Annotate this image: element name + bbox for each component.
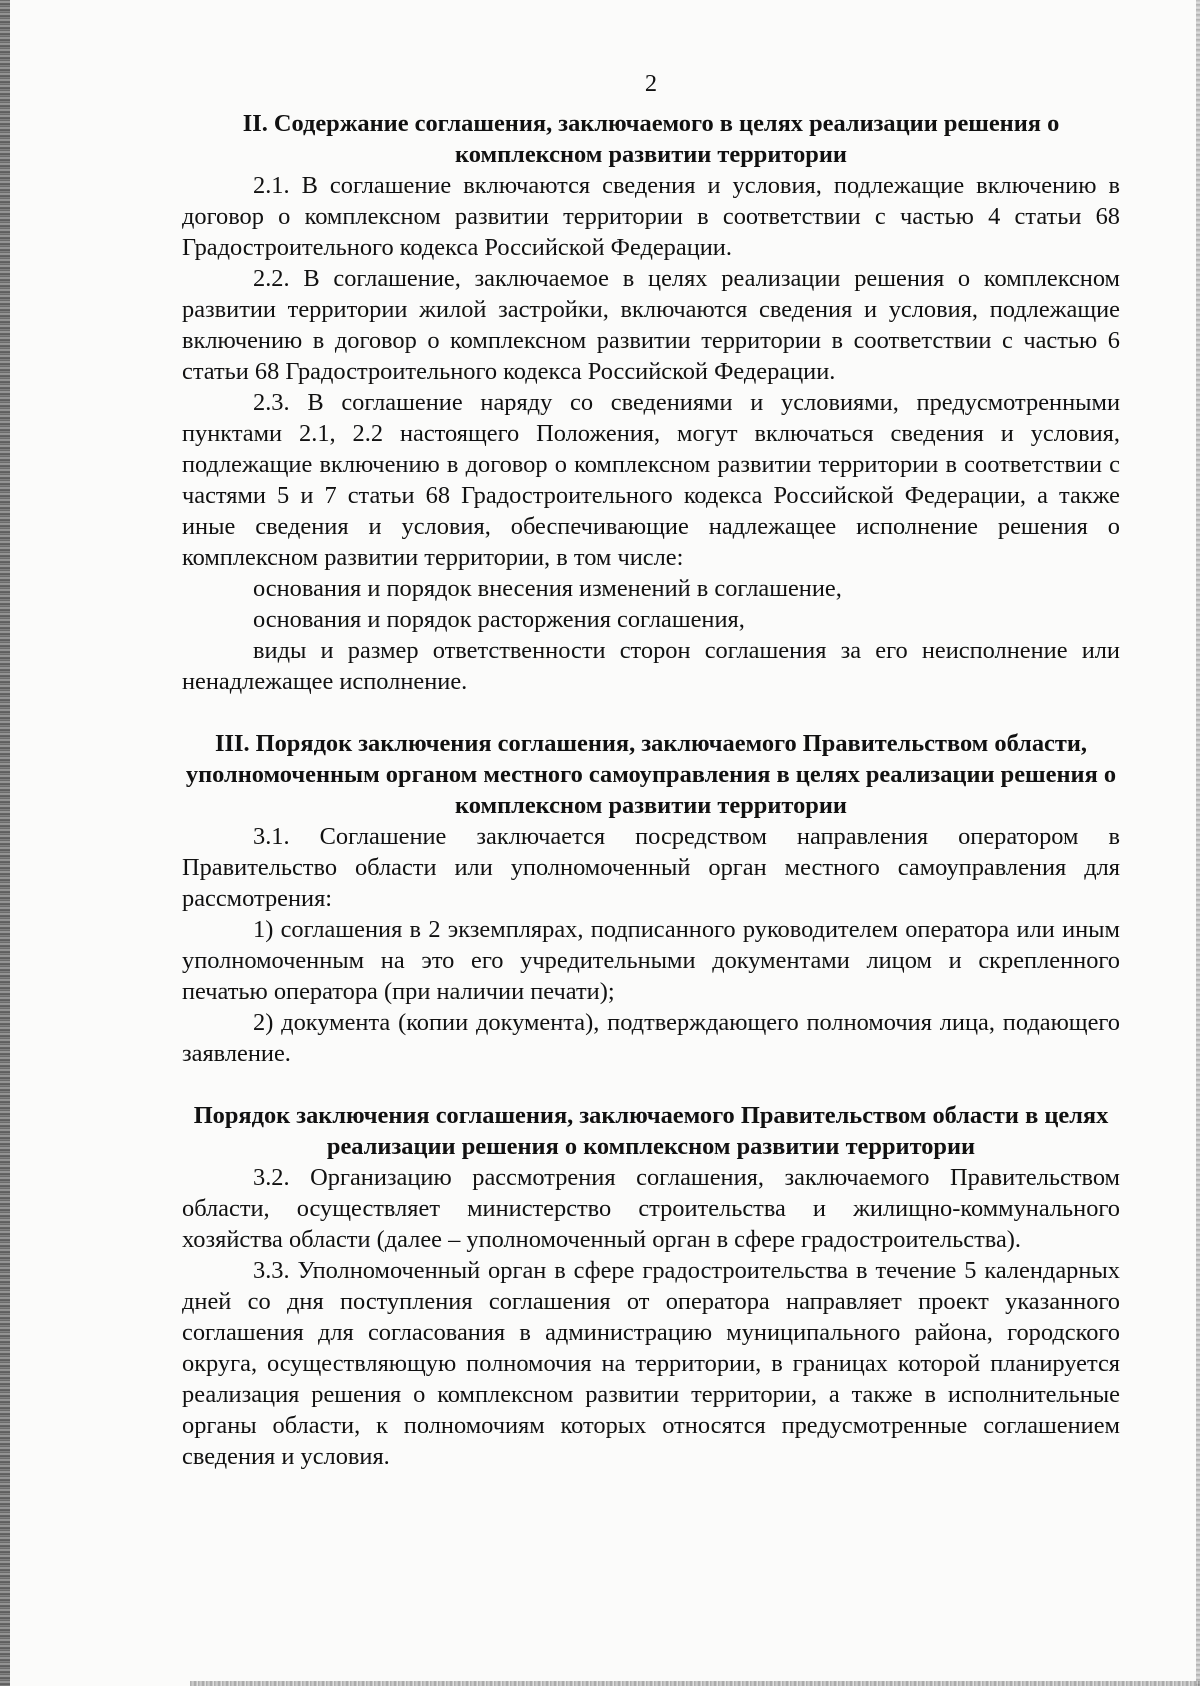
- subsection-heading: Порядок заключения соглашения, заключаемого Правительством области в целях реализации решения о комплексном развитии территории: [193, 1102, 1109, 1160]
- section-3: [182, 728, 1120, 1069]
- scan-left-edge: [0, 0, 10, 1686]
- paragraph-3-3: 3.3. Уполномоченный орган в сфере градостроительства в течение 5 календарных дней со дня поступления соглашения от оператора направляет проект указанного соглашения для согласования в администрацию муниципального района, городского округа, осуществляющую полномочия на территории, в границах которой планируется реализация решения о комплексном развитии территории, а также в исполнительные органы области, к полномочиям которых относятся предусмотренные соглашением сведения и условия.: [182, 1257, 1120, 1470]
- list-item: 2) документа (копии документа), подтверждающего полномочия лица, подающего заявление.: [182, 1009, 1120, 1067]
- section-2: [182, 108, 1120, 697]
- list-item: основания и порядок расторжения соглашения,: [253, 606, 745, 633]
- paragraph-3-1: 3.1. Соглашение заключается посредством направления оператором в Правительство области или уполномоченный орган местного самоуправления для рассмотрения:: [182, 823, 1120, 912]
- list-item: 1) соглашения в 2 экземплярах, подписанного руководителем оператора или иным уполномоченным на это его учредительными документами лицом и скрепленного печатью оператора (при наличии печати);: [182, 916, 1120, 1005]
- list-item: основания и порядок внесения изменений в соглашение,: [253, 575, 842, 602]
- subsection-government: [182, 1100, 1120, 1472]
- paragraph-2-1: 2.1. В соглашение включаются сведения и условия, подлежащие включению в договор о комплексном развитии территории в соответствии с частью 4 статьи 68 Градостроительного кодекса Российской Федерации.: [182, 172, 1120, 261]
- list-item: виды и размер ответственности сторон соглашения за его неисполнение или ненадлежащее исполнение.: [182, 637, 1120, 695]
- paragraph-3-2: 3.2. Организацию рассмотрения соглашения, заключаемого Правительством области, осуществляет министерство строительства и жилищно-коммунального хозяйства области (далее – уполномоченный орган в сфере градостроительства).: [182, 1164, 1120, 1253]
- paragraph-2-2: 2.2. В соглашение, заключаемое в целях реализации решения о комплексном развитии территории жилой застройки, включаются сведения и условия, подлежащие включению в договор о комплексном развитии территории в соответствии с частью 6 статьи 68 Градостроительного кодекса Российской Федерации.: [182, 265, 1120, 385]
- section-heading: II. Содержание соглашения, заключаемого в целях реализации решения о комплексном развитии территории: [242, 110, 1060, 168]
- section-heading: III. Порядок заключения соглашения, заключаемого Правительством области, уполномоченным органом местного самоуправления в целях реализации решения о комплексном развитии территории: [185, 730, 1117, 819]
- page-number: 2: [644, 70, 658, 97]
- document-body: [182, 68, 1120, 1472]
- scan-bottom-edge: [190, 1681, 1200, 1686]
- paragraph-2-3: 2.3. В соглашение наряду со сведениями и условиями, предусмотренными пунктами 2.1, 2.2 настоящего Положения, могут включаться сведения и условия, подлежащие включению в договор о комплексном развитии территории в соответствии с частями 5 и 7 статьи 68 Градостроительного кодекса Российской Федерации, а также иные сведения и условия, обеспечивающие надлежащее исполнение решения о комплексном развитии территории, в том числе:: [182, 389, 1120, 571]
- scan-right-edge: [1196, 0, 1200, 1686]
